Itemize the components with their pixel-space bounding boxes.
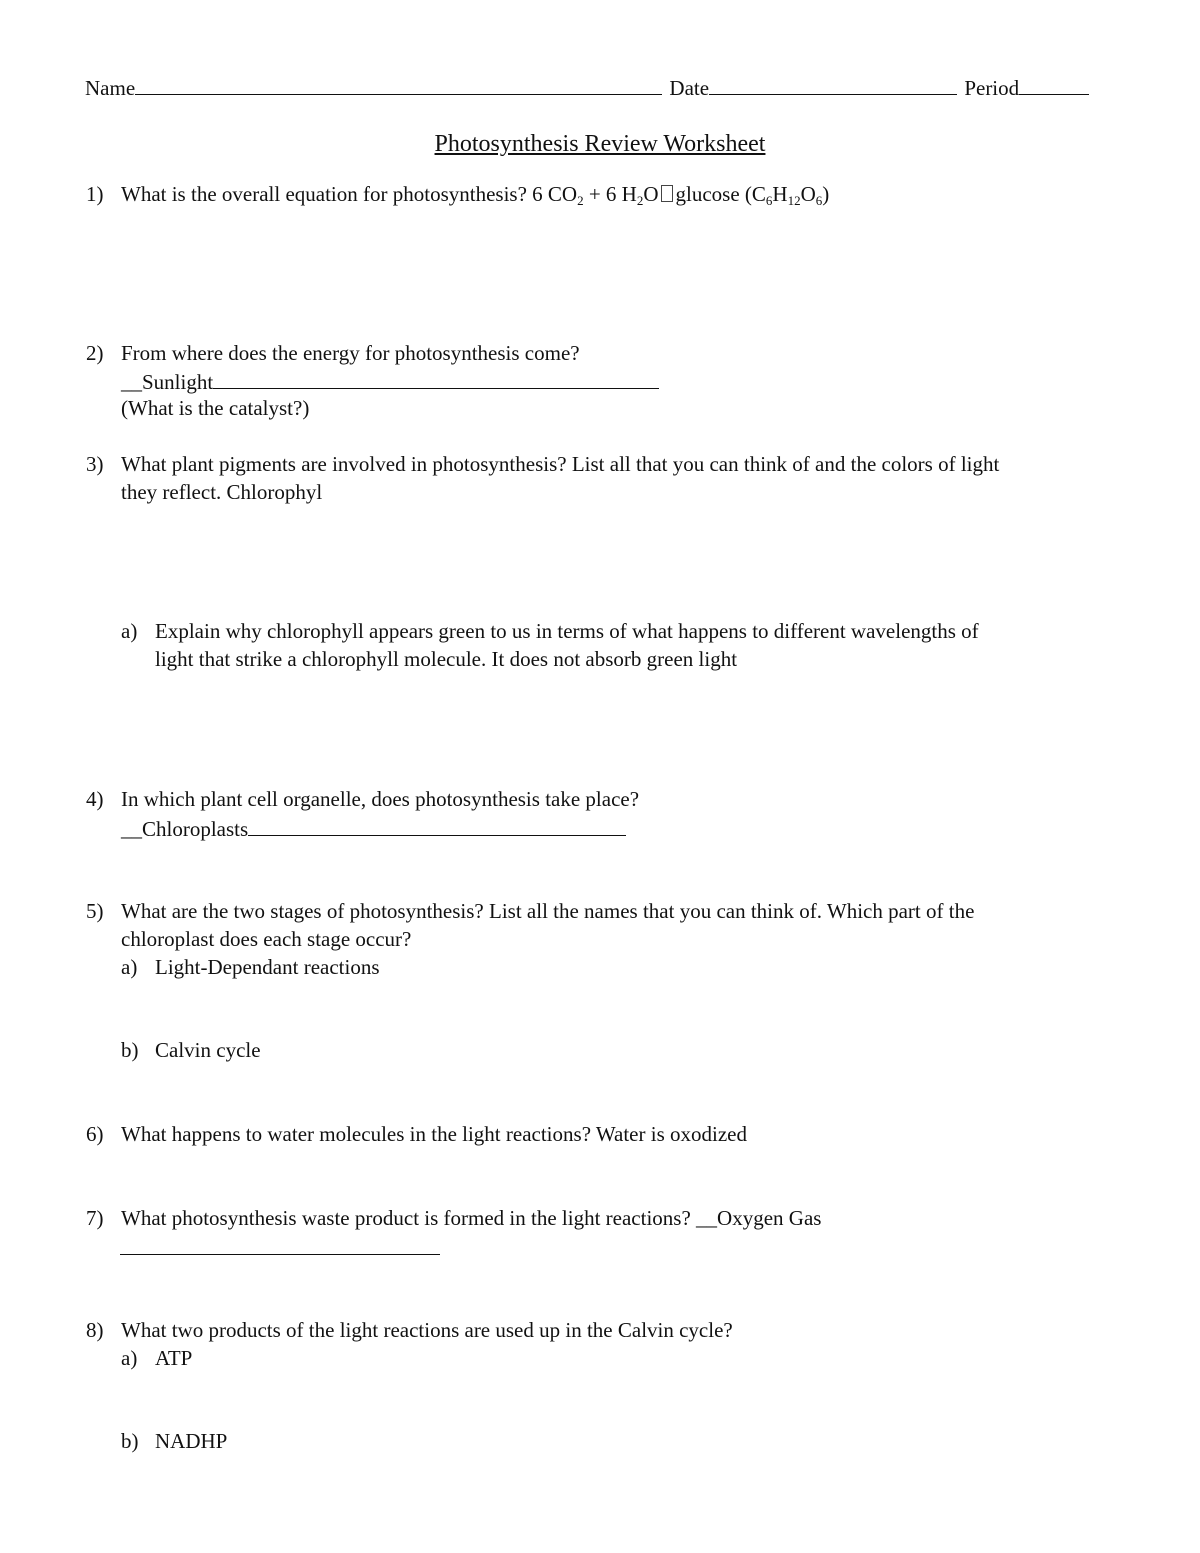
- q1-sub-co2: 2: [577, 193, 584, 208]
- q1-text: [121, 182, 830, 208]
- q2-number: 2): [86, 341, 104, 365]
- name-blank[interactable]: [135, 76, 662, 95]
- q7-number: 7): [86, 1206, 104, 1230]
- period-label: Period: [964, 76, 1020, 100]
- period-blank[interactable]: [1019, 76, 1089, 95]
- q1-sub-h2: 2: [636, 193, 644, 208]
- q3a-line1: Explain why chlorophyll appears green to us in terms of what happens to different wavelengths of: [155, 619, 979, 643]
- q1-prompt: What is the overall equation for photosynthesis? 6 CO: [121, 182, 578, 206]
- arrow-glyph-icon: [661, 185, 673, 202]
- header-row: [85, 76, 1089, 99]
- q5-number: 5): [86, 899, 104, 923]
- q3-line2: they reflect. Chlorophyl: [121, 480, 323, 504]
- name-label: Name: [85, 76, 136, 100]
- q1-close: ): [822, 182, 830, 206]
- q1-glucose: glucose (C: [675, 182, 766, 206]
- q6-number: 6): [86, 1122, 104, 1146]
- q2-answer-blank[interactable]: [213, 370, 659, 389]
- q3-number: 3): [86, 452, 104, 476]
- q1-sub-h12: 12: [787, 193, 801, 208]
- q8a-text: ATP: [155, 1346, 193, 1370]
- date-blank[interactable]: [709, 76, 957, 95]
- q7-text: What photosynthesis waste product is formed in the light reactions? __Oxygen Gas: [121, 1206, 822, 1230]
- q8a-label: a): [121, 1346, 138, 1370]
- q3a-label: a): [121, 619, 138, 643]
- q2-answer-line[interactable]: [121, 370, 659, 393]
- q3-line1: What plant pigments are involved in photosynthesis? List all that you can think of and the colors of light: [121, 452, 1000, 476]
- q3a-line2: light that strike a chlorophyll molecule. It does not absorb green light: [155, 647, 738, 671]
- q6-text: What happens to water molecules in the light reactions? Water is oxodized: [121, 1122, 747, 1146]
- q2-text: From where does the energy for photosynthesis come?: [121, 341, 580, 365]
- q4-text: In which plant cell organelle, does photosynthesis take place?: [121, 787, 640, 811]
- q1-h: H: [772, 182, 788, 206]
- q2-answer: __Sunlight: [121, 370, 214, 394]
- q5a-text: Light-Dependant reactions: [155, 955, 380, 979]
- q4-answer-blank[interactable]: [248, 817, 626, 836]
- q8b-text: NADHP: [155, 1429, 228, 1453]
- q4-answer: __Chloroplasts: [121, 817, 249, 841]
- q2-note: (What is the catalyst?): [121, 396, 310, 420]
- date-label: Date: [669, 76, 710, 100]
- q5-line1: What are the two stages of photosynthesis? List all the names that you can think of. Which part of the: [121, 899, 975, 923]
- q7-answer-blank[interactable]: [120, 1254, 440, 1255]
- q5a-label: a): [121, 955, 138, 979]
- q8-text: What two products of the light reactions are used up in the Calvin cycle?: [121, 1318, 733, 1342]
- q5b-text: Calvin cycle: [155, 1038, 261, 1062]
- q1-sub-o6: 6: [815, 193, 823, 208]
- q1-o: O: [643, 182, 659, 206]
- worksheet-title: Photosynthesis Review Worksheet: [434, 131, 766, 157]
- q8b-label: b): [121, 1429, 139, 1453]
- q5b-label: b): [121, 1038, 139, 1062]
- q8-number: 8): [86, 1318, 104, 1342]
- q5-line2: chloroplast does each stage occur?: [121, 927, 412, 951]
- q1-plus-water: + 6 H: [583, 182, 637, 206]
- q1-number: 1): [86, 182, 104, 206]
- q1-o2: O: [800, 182, 816, 206]
- q4-number: 4): [86, 787, 104, 811]
- q4-answer-line[interactable]: [121, 817, 626, 840]
- q1-sub-c6: 6: [765, 193, 773, 208]
